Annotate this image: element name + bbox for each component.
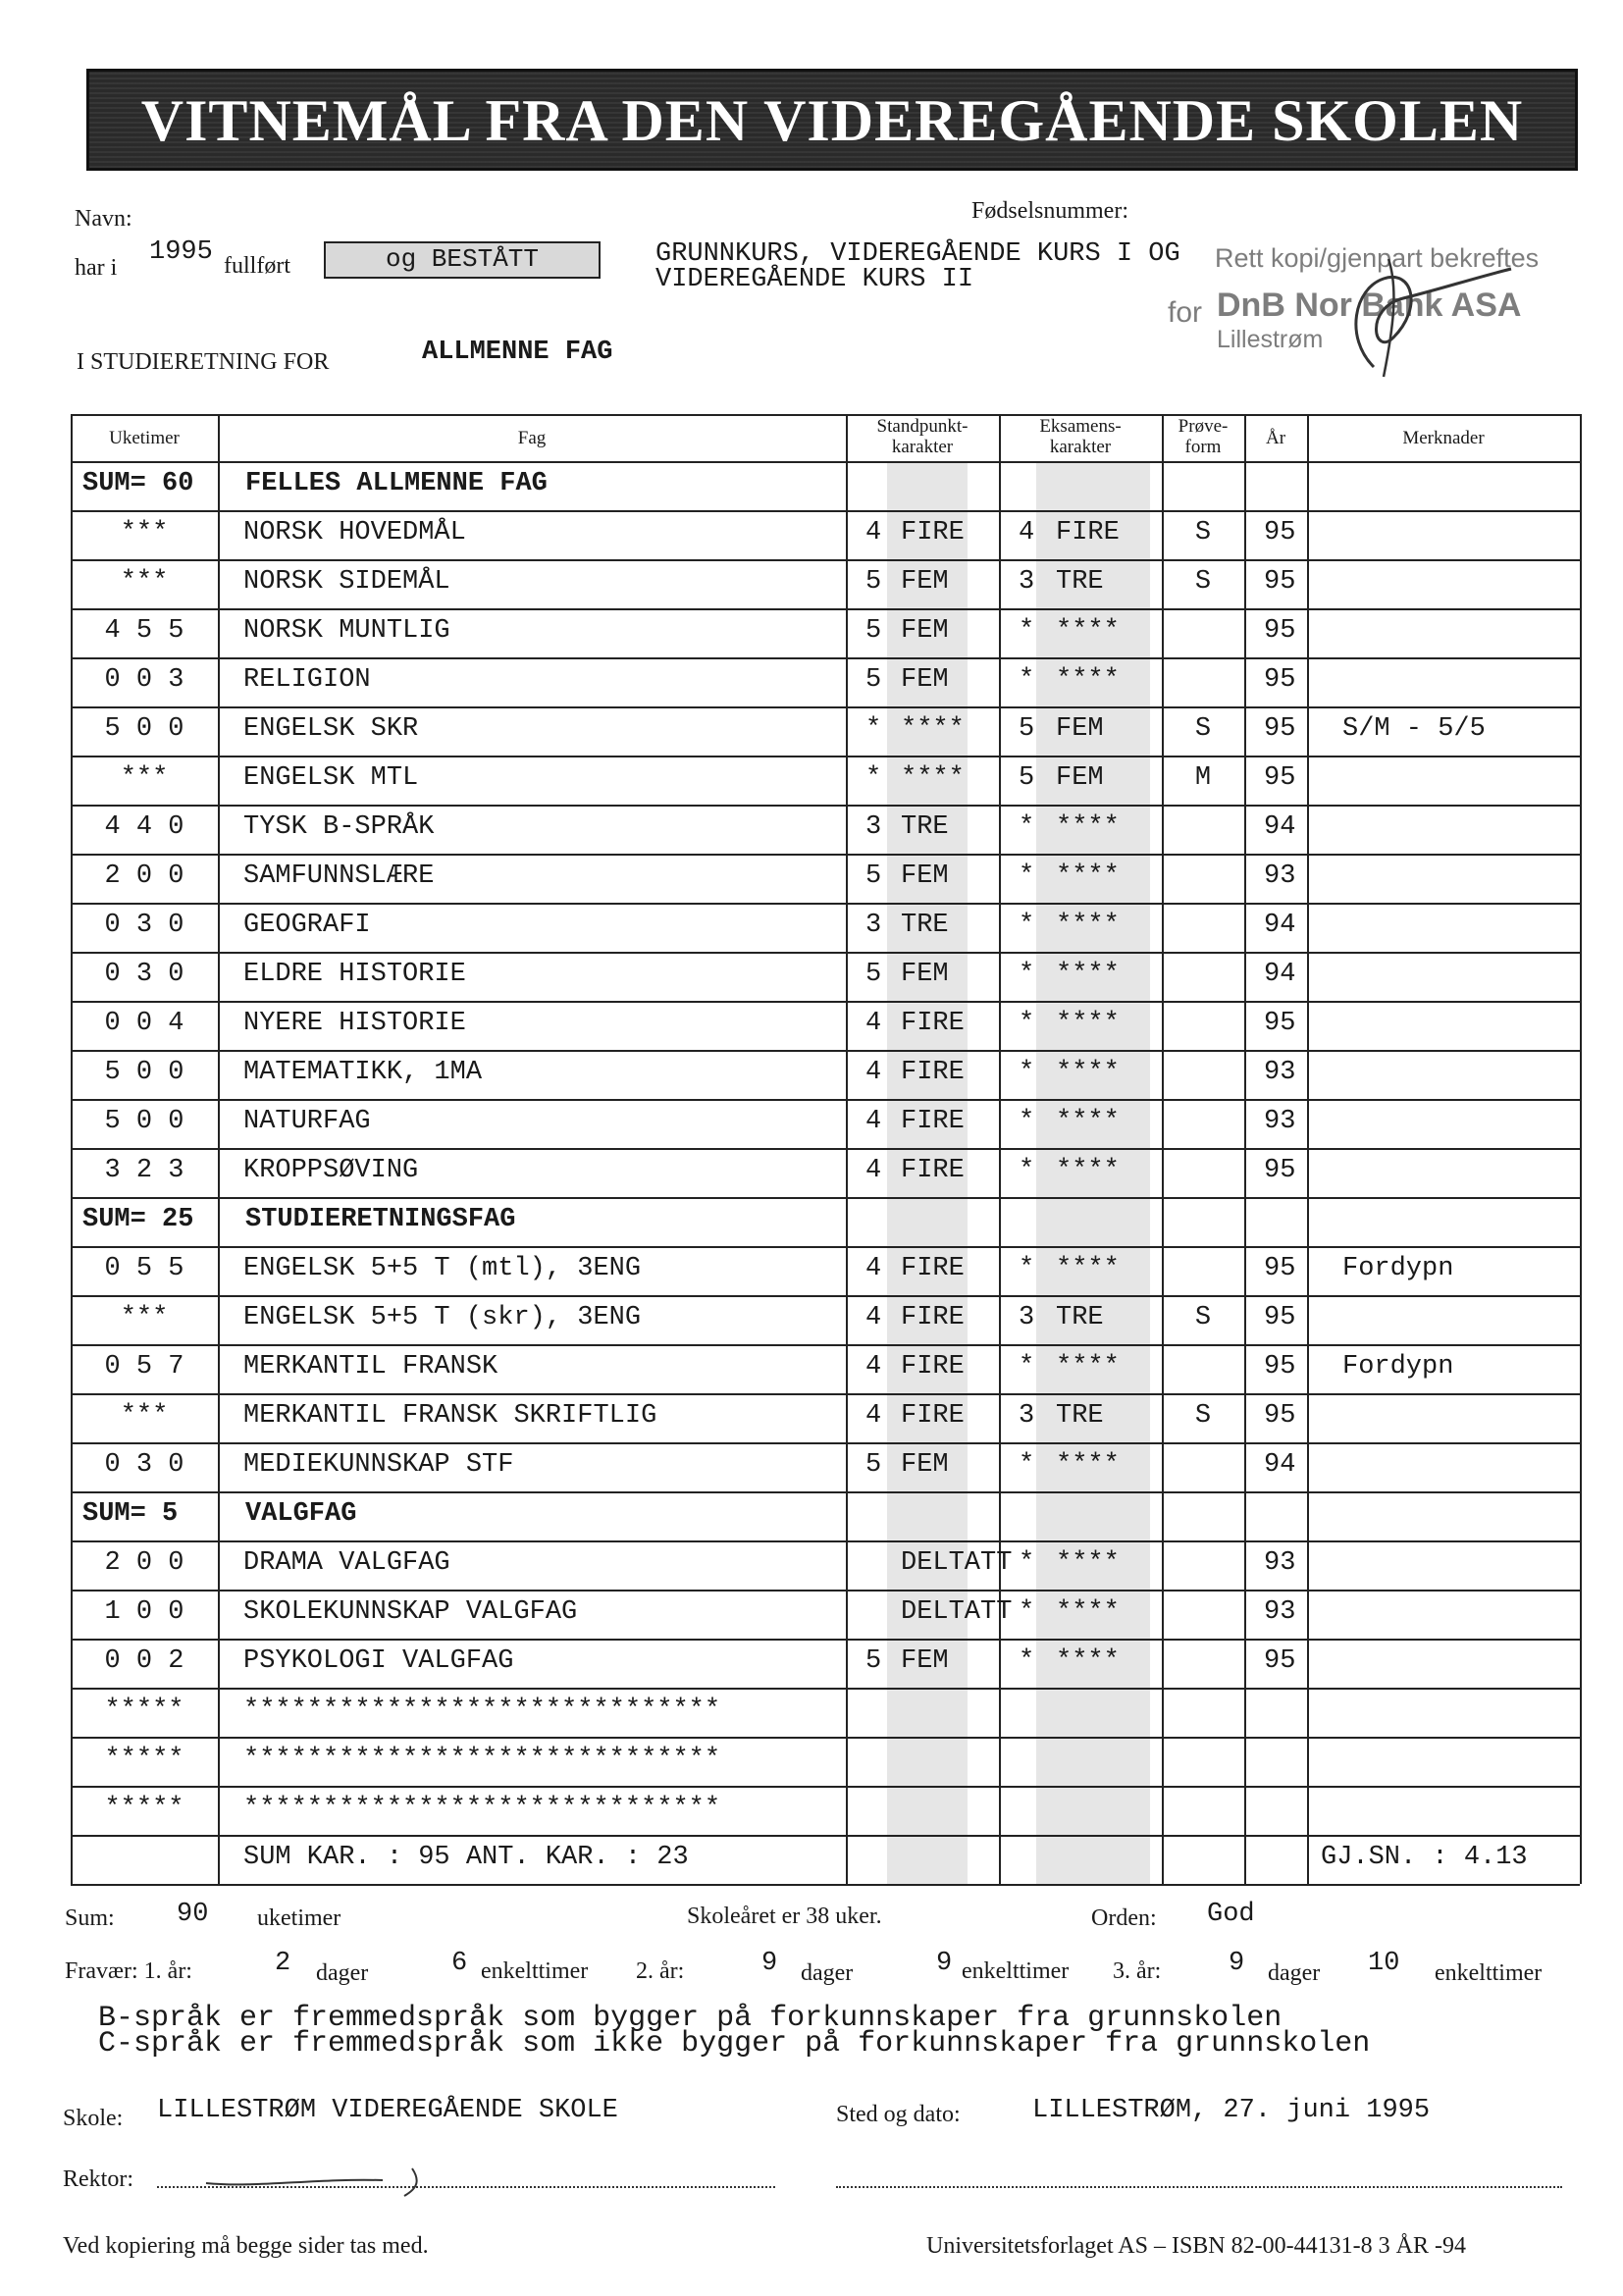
row-eksamen-text: **** <box>1056 861 1120 891</box>
document-title: VITNEMÅL FRA DEN VIDEREGÅENDE SKOLEN <box>140 88 1524 153</box>
y2-enkelttimer-label: enkelttimer <box>962 1958 1070 1984</box>
row-standpunkt-text: FEM <box>901 1450 949 1480</box>
header-aar: År <box>1265 428 1286 448</box>
rektor-label: Rektor: <box>63 2166 133 2192</box>
rektor-signature-icon <box>196 2159 491 2198</box>
row-eksamen-text: FIRE <box>1056 518 1120 548</box>
row-standpunkt-text: FIRE <box>901 1009 965 1038</box>
row-aar: 95 <box>1264 763 1296 793</box>
row-standpunkt-text: DELTATT <box>901 1597 1013 1627</box>
row-standpunkt-text: TRE <box>901 812 949 842</box>
row-fag: KROPPSØVING <box>243 1156 419 1185</box>
row-proveform: S <box>1194 518 1212 548</box>
table-rule <box>71 559 1580 561</box>
row-fag: ****************************** <box>243 1794 721 1823</box>
row-eksamen-num: * <box>1019 665 1035 695</box>
summary-sum-kar: SUM KAR. : 95 ANT. KAR. : 23 <box>243 1843 689 1872</box>
row-aar: 93 <box>1264 1058 1296 1087</box>
row-standpunkt-text: FIRE <box>901 518 965 548</box>
table-rule <box>71 510 1580 512</box>
table-rule <box>71 657 1580 659</box>
row-uketimer: 0 3 0 <box>104 911 184 940</box>
publisher-info: Universitetsforlaget AS – ISBN 82-00-44131-8 3 ÅR -94 <box>926 2233 1466 2259</box>
y2-hours: 9 <box>936 1949 953 1978</box>
table-col-rule <box>999 414 1001 1884</box>
table-rule <box>71 903 1580 905</box>
row-uketimer: 0 3 0 <box>104 960 184 989</box>
row-uketimer: ***** <box>104 1794 184 1823</box>
y1-enkelttimer-label: enkelttimer <box>481 1958 589 1984</box>
row-eksamen-num: * <box>1019 960 1035 989</box>
row-eksamen-text: **** <box>1056 665 1120 695</box>
row-fag: DRAMA VALGFAG <box>243 1548 450 1578</box>
row-eksamen-text: **** <box>1056 1548 1120 1578</box>
row-standpunkt-num: 3 <box>865 911 882 940</box>
signature-icon <box>1305 249 1521 387</box>
row-eksamen-num: * <box>1019 1548 1035 1578</box>
table-rule <box>71 1001 1580 1003</box>
fullfort-label: fullført <box>224 253 290 279</box>
orden-value: God <box>1207 1900 1255 1929</box>
row-uketimer: *** <box>120 1401 169 1431</box>
row-eksamen-text: TRE <box>1056 1303 1104 1332</box>
table-rule <box>71 1099 1580 1101</box>
row-fag: NATURFAG <box>243 1107 371 1136</box>
row-standpunkt-num: 5 <box>865 861 882 891</box>
header-fag: Fag <box>517 428 547 448</box>
row-fag: GEOGRAFI <box>243 911 371 940</box>
header-standpunkt: Standpunkt- karakter <box>876 416 969 457</box>
row-fag: SKOLEKUNNSKAP VALGFAG <box>243 1597 578 1627</box>
row-uketimer: 5 0 0 <box>104 1058 184 1087</box>
row-aar: 94 <box>1264 960 1296 989</box>
skole-value: LILLESTRØM VIDEREGÅENDE SKOLE <box>157 2096 618 2125</box>
table-rule <box>71 1050 1580 1052</box>
table-rule <box>71 1393 1580 1395</box>
orden-label: Orden: <box>1091 1905 1157 1931</box>
row-uketimer: 0 0 4 <box>104 1009 184 1038</box>
stamp-bank: DnB Nor Bank ASA <box>1217 287 1522 324</box>
certification-stamp <box>1168 239 1560 387</box>
studieretning-label: I STUDIERETNING FOR <box>77 349 330 375</box>
row-proveform: S <box>1194 1303 1212 1332</box>
row-standpunkt-num: 5 <box>865 1646 882 1676</box>
stamp-city: Lillestrøm <box>1217 326 1324 353</box>
row-eksamen-num: * <box>1019 1058 1035 1087</box>
skole-label: Skole: <box>63 2106 124 2131</box>
row-standpunkt-num: 5 <box>865 665 882 695</box>
row-aar: 95 <box>1264 518 1296 548</box>
row-eksamen-text: FEM <box>1056 714 1104 744</box>
row-uketimer: 4 5 5 <box>104 616 184 646</box>
row-uketimer: 0 0 3 <box>104 665 184 695</box>
y1-days: 2 <box>275 1949 291 1978</box>
row-standpunkt-num: 5 <box>865 567 882 597</box>
row-fag: MERKANTIL FRANSK SKRIFTLIG <box>243 1401 657 1431</box>
studieretning-value: ALLMENNE FAG <box>422 338 613 367</box>
y2-label: 2. år: <box>636 1958 685 1984</box>
row-standpunkt-num: 5 <box>865 616 882 646</box>
row-eksamen-text: **** <box>1056 1254 1120 1283</box>
row-standpunkt-text: FEM <box>901 861 949 891</box>
row-merknad: S/M - 5/5 <box>1342 714 1486 744</box>
y3-dager-label: dager <box>1268 1960 1321 1986</box>
row-fag: ELDRE HISTORIE <box>243 960 466 989</box>
row-merknad: Fordypn <box>1342 1352 1454 1382</box>
table-rule <box>71 1148 1580 1150</box>
header-uketimer: Uketimer <box>109 428 180 448</box>
row-fag: MERKANTIL FRANSK <box>243 1352 498 1382</box>
table-rule <box>71 1295 1580 1297</box>
header-merknader: Merknader <box>1402 428 1485 448</box>
header-proveform: Prøve- form <box>1178 416 1229 457</box>
row-eksamen-num: 5 <box>1019 763 1035 793</box>
row-uketimer: 0 0 2 <box>104 1646 184 1676</box>
table-rule <box>71 1786 1580 1788</box>
row-fag: ENGELSK SKR <box>243 714 419 744</box>
row-eksamen-text: FEM <box>1056 763 1104 793</box>
section-title: VALGFAG <box>245 1499 357 1529</box>
row-standpunkt-text: FEM <box>901 960 949 989</box>
table-rule <box>71 805 1580 807</box>
y3-label: 3. år: <box>1113 1958 1162 1984</box>
note-b-sprak: B-språk er fremmedspråk som bygger på forkunnskaper fra grunnskolen <box>98 2002 1283 2035</box>
row-proveform: S <box>1194 714 1212 744</box>
row-standpunkt-text: FEM <box>901 665 949 695</box>
table-rule <box>71 414 1580 416</box>
row-standpunkt-text: FIRE <box>901 1303 965 1332</box>
row-fag: NORSK SIDEMÅL <box>243 567 450 597</box>
y3-days: 9 <box>1229 1949 1245 1978</box>
stamp-signature-line <box>836 2184 1562 2188</box>
row-standpunkt-num: 4 <box>865 1009 882 1038</box>
row-fag: MEDIEKUNNSKAP STF <box>243 1450 514 1480</box>
y2-dager-label: dager <box>801 1960 854 1986</box>
table-col-rule <box>1307 414 1309 1884</box>
row-aar: 95 <box>1264 616 1296 646</box>
sted-label: Sted og dato: <box>836 2102 961 2127</box>
row-eksamen-text: **** <box>1056 1058 1120 1087</box>
row-standpunkt-num: 4 <box>865 1352 882 1382</box>
row-eksamen-text: **** <box>1056 1156 1120 1185</box>
row-standpunkt-num: * <box>865 714 882 744</box>
row-uketimer: ***** <box>104 1696 184 1725</box>
row-standpunkt-num: 5 <box>865 1450 882 1480</box>
table-rule <box>71 706 1580 708</box>
row-eksamen-text: **** <box>1056 616 1120 646</box>
table-rule <box>71 608 1580 610</box>
row-standpunkt-num: * <box>865 763 882 793</box>
stamp-text: Rett kopi/gjenpart bekreftes <box>1215 243 1540 273</box>
har-i-label: har i <box>75 255 118 281</box>
row-standpunkt-num: 4 <box>865 1254 882 1283</box>
row-aar: 95 <box>1264 1303 1296 1332</box>
year-value: 1995 <box>149 237 213 267</box>
row-aar: 95 <box>1264 665 1296 695</box>
row-eksamen-num: 3 <box>1019 1401 1035 1431</box>
course-line-1: GRUNNKURS, VIDEREGÅENDE KURS I OG <box>655 239 1180 269</box>
row-eksamen-text: TRE <box>1056 567 1104 597</box>
row-eksamen-text: **** <box>1056 812 1120 842</box>
sum-value: 90 <box>177 1900 209 1929</box>
row-eksamen-num: * <box>1019 1254 1035 1283</box>
row-uketimer: 5 0 0 <box>104 714 184 744</box>
row-fag: ****************************** <box>243 1696 721 1725</box>
table-col-rule <box>218 414 220 1884</box>
row-standpunkt-text: FIRE <box>901 1401 965 1431</box>
row-eksamen-text: **** <box>1056 1450 1120 1480</box>
title-banner <box>86 69 1578 171</box>
row-eksamen-text: **** <box>1056 1352 1120 1382</box>
uketimer-label: uketimer <box>257 1905 341 1931</box>
table-rule <box>71 952 1580 954</box>
y1-hours: 6 <box>451 1949 468 1978</box>
row-aar: 93 <box>1264 861 1296 891</box>
row-standpunkt-text: FIRE <box>901 1254 965 1283</box>
y3-enkelttimer-label: enkelttimer <box>1435 1960 1543 1986</box>
row-fag: ENGELSK 5+5 T (mtl), 3ENG <box>243 1254 642 1283</box>
row-eksamen-num: * <box>1019 1597 1035 1627</box>
row-eksamen-num: * <box>1019 1009 1035 1038</box>
fravaer-label: Fravær: 1. år: <box>65 1958 192 1984</box>
row-uketimer: 4 4 0 <box>104 812 184 842</box>
table-rule <box>71 1344 1580 1346</box>
passed-box: og BESTÅTT <box>324 241 601 279</box>
row-standpunkt-num: 4 <box>865 1401 882 1431</box>
table-col-rule <box>1244 414 1246 1884</box>
row-proveform: S <box>1194 1401 1212 1431</box>
table-rule <box>71 756 1580 757</box>
row-eksamen-num: * <box>1019 911 1035 940</box>
row-standpunkt-num: 4 <box>865 1156 882 1185</box>
row-eksamen-num: * <box>1019 1450 1035 1480</box>
sted-value: LILLESTRØM, 27. juni 1995 <box>1032 2096 1431 2125</box>
row-eksamen-text: **** <box>1056 1009 1120 1038</box>
row-aar: 95 <box>1264 1401 1296 1431</box>
table-rule <box>71 854 1580 856</box>
table-col-rule <box>1162 414 1164 1884</box>
row-aar: 95 <box>1264 567 1296 597</box>
row-fag: ****************************** <box>243 1745 721 1774</box>
section-sum: SUM= 5 <box>82 1499 179 1529</box>
table-rule <box>71 1197 1580 1199</box>
table-rule <box>71 1246 1580 1248</box>
row-fag: ENGELSK MTL <box>243 763 419 793</box>
row-aar: 95 <box>1264 1009 1296 1038</box>
table-rule <box>71 461 1580 463</box>
row-aar: 94 <box>1264 911 1296 940</box>
row-uketimer: 1 0 0 <box>104 1597 184 1627</box>
section-sum: SUM= 25 <box>82 1205 194 1234</box>
y3-hours: 10 <box>1368 1949 1400 1978</box>
section-title: FELLES ALLMENNE FAG <box>245 469 548 498</box>
section-title: STUDIERETNINGSFAG <box>245 1205 516 1234</box>
row-uketimer: 0 3 0 <box>104 1450 184 1480</box>
row-aar: 95 <box>1264 1156 1296 1185</box>
row-aar: 95 <box>1264 1646 1296 1676</box>
row-standpunkt-num: 4 <box>865 1058 882 1087</box>
row-standpunkt-text: FEM <box>901 1646 949 1676</box>
row-eksamen-text: TRE <box>1056 1401 1104 1431</box>
summary-gjsn: GJ.SN. : 4.13 <box>1321 1843 1528 1872</box>
table-rule <box>71 1884 1580 1886</box>
row-fag: RELIGION <box>243 665 371 695</box>
row-aar: 95 <box>1264 1352 1296 1382</box>
row-eksamen-num: * <box>1019 1156 1035 1185</box>
row-eksamen-text: **** <box>1056 1646 1120 1676</box>
y2-days: 9 <box>761 1949 778 1978</box>
row-uketimer: ***** <box>104 1745 184 1774</box>
row-standpunkt-text: FIRE <box>901 1156 965 1185</box>
row-merknad: Fordypn <box>1342 1254 1454 1283</box>
table-rule <box>71 1639 1580 1641</box>
row-eksamen-num: 5 <box>1019 714 1035 744</box>
course-line-2: VIDEREGÅENDE KURS II <box>655 265 974 294</box>
y1-dager-label: dager <box>316 1960 369 1986</box>
row-aar: 94 <box>1264 1450 1296 1480</box>
row-standpunkt-num: 5 <box>865 960 882 989</box>
row-aar: 93 <box>1264 1107 1296 1136</box>
row-fag: NORSK HOVEDMÅL <box>243 518 466 548</box>
table-rule <box>71 1491 1580 1493</box>
row-standpunkt-num: 3 <box>865 812 882 842</box>
row-standpunkt-text: TRE <box>901 911 949 940</box>
row-eksamen-text: **** <box>1056 1597 1120 1627</box>
row-aar: 95 <box>1264 714 1296 744</box>
row-standpunkt-text: FEM <box>901 616 949 646</box>
row-eksamen-num: * <box>1019 1352 1035 1382</box>
row-fag: NYERE HISTORIE <box>243 1009 466 1038</box>
row-aar: 94 <box>1264 812 1296 842</box>
row-uketimer: 0 5 5 <box>104 1254 184 1283</box>
table-col-rule <box>1580 414 1582 1884</box>
row-fag: NORSK MUNTLIG <box>243 616 450 646</box>
row-standpunkt-num: 4 <box>865 518 882 548</box>
row-eksamen-num: 4 <box>1019 518 1035 548</box>
copy-note: Ved kopiering må begge sider tas med. <box>63 2233 429 2259</box>
table-col-rule <box>846 414 848 1884</box>
grades-table <box>71 414 1580 1876</box>
row-aar: 95 <box>1264 1254 1296 1283</box>
table-rule <box>71 1590 1580 1592</box>
row-standpunkt-num: 4 <box>865 1303 882 1332</box>
table-rule <box>71 1540 1580 1542</box>
table-rule <box>71 1688 1580 1690</box>
row-eksamen-num: * <box>1019 1107 1035 1136</box>
row-standpunkt-text: FIRE <box>901 1352 965 1382</box>
note-c-sprak: C-språk er fremmedspråk som ikke bygger på forkunnskaper fra grunnskolen <box>98 2027 1371 2061</box>
row-fag: MATEMATIKK, 1MA <box>243 1058 483 1087</box>
table-rule <box>71 1835 1580 1837</box>
row-uketimer: 3 2 3 <box>104 1156 184 1185</box>
table-rule <box>71 1442 1580 1444</box>
row-uketimer: 5 0 0 <box>104 1107 184 1136</box>
row-uketimer: 2 0 0 <box>104 861 184 891</box>
row-eksamen-num: * <box>1019 616 1035 646</box>
row-aar: 93 <box>1264 1597 1296 1627</box>
row-eksamen-text: **** <box>1056 911 1120 940</box>
row-standpunkt-num: 4 <box>865 1107 882 1136</box>
row-eksamen-num: * <box>1019 861 1035 891</box>
row-fag: PSYKOLOGI VALGFAG <box>243 1646 514 1676</box>
row-standpunkt-text: **** <box>901 714 965 744</box>
school-year-note: Skoleåret er 38 uker. <box>687 1904 882 1929</box>
row-aar: 93 <box>1264 1548 1296 1578</box>
header-eksamen: Eksamens- karakter <box>1039 416 1122 457</box>
row-fag: ENGELSK 5+5 T (skr), 3ENG <box>243 1303 642 1332</box>
row-eksamen-num: 3 <box>1019 567 1035 597</box>
row-eksamen-text: **** <box>1056 960 1120 989</box>
row-fag: SAMFUNNSLÆRE <box>243 861 435 891</box>
stamp-for: for <box>1168 296 1203 329</box>
row-uketimer: *** <box>120 1303 169 1332</box>
row-standpunkt-text: FEM <box>901 567 949 597</box>
row-eksamen-num: 3 <box>1019 1303 1035 1332</box>
section-sum: SUM= 60 <box>82 469 194 498</box>
row-standpunkt-text: **** <box>901 763 965 793</box>
row-proveform: M <box>1194 763 1212 793</box>
row-standpunkt-text: FIRE <box>901 1058 965 1087</box>
row-standpunkt-text: DELTATT <box>901 1548 1013 1578</box>
birth-number-label: Fødselsnummer: <box>971 198 1128 224</box>
sum-label: Sum: <box>65 1905 115 1931</box>
row-proveform: S <box>1194 567 1212 597</box>
row-eksamen-num: * <box>1019 1646 1035 1676</box>
table-rule <box>71 1737 1580 1739</box>
row-fag: TYSK B-SPRÅK <box>243 812 435 842</box>
row-uketimer: 2 0 0 <box>104 1548 184 1578</box>
row-uketimer: *** <box>120 567 169 597</box>
name-label: Navn: <box>75 206 132 232</box>
row-standpunkt-text: FIRE <box>901 1107 965 1136</box>
row-uketimer: 0 5 7 <box>104 1352 184 1382</box>
row-uketimer: *** <box>120 763 169 793</box>
row-uketimer: *** <box>120 518 169 548</box>
row-eksamen-num: * <box>1019 812 1035 842</box>
row-eksamen-text: **** <box>1056 1107 1120 1136</box>
